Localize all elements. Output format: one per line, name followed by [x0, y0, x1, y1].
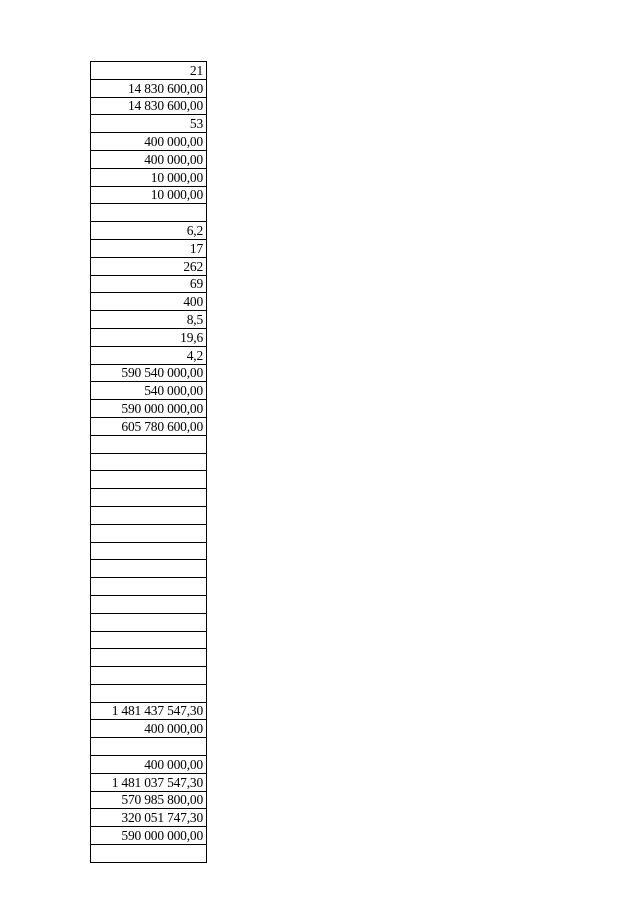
table-row	[91, 845, 207, 863]
value-cell: 1 481 437 547,30	[91, 702, 207, 720]
value-cell: 540 000,00	[91, 382, 207, 400]
table-row	[91, 150, 207, 168]
value-cell	[91, 204, 207, 222]
table-row	[91, 613, 207, 631]
value-cell: 400 000,00	[91, 150, 207, 168]
table-row	[91, 400, 207, 418]
value-cell: 19,6	[91, 328, 207, 346]
table-row	[91, 827, 207, 845]
table-row	[91, 667, 207, 685]
table-row	[91, 720, 207, 738]
table-row	[91, 702, 207, 720]
value-column-body	[91, 62, 207, 863]
table-row	[91, 311, 207, 329]
value-cell: 8,5	[91, 311, 207, 329]
table-row	[91, 453, 207, 471]
table-row	[91, 346, 207, 364]
value-cell	[91, 613, 207, 631]
value-cell: 590 000 000,00	[91, 400, 207, 418]
table-row	[91, 756, 207, 774]
value-cell: 400 000,00	[91, 756, 207, 774]
value-cell: 400	[91, 293, 207, 311]
value-cell	[91, 595, 207, 613]
table-row	[91, 168, 207, 186]
value-cell: 14 830 600,00	[91, 79, 207, 97]
value-cell: 400 000,00	[91, 133, 207, 151]
table-row	[91, 542, 207, 560]
table-row	[91, 578, 207, 596]
table-row	[91, 204, 207, 222]
table-row	[91, 222, 207, 240]
value-cell: 6,2	[91, 222, 207, 240]
value-cell	[91, 524, 207, 542]
value-cell	[91, 738, 207, 756]
table-row	[91, 239, 207, 257]
table-row	[91, 809, 207, 827]
value-cell: 570 985 800,00	[91, 791, 207, 809]
value-cell	[91, 578, 207, 596]
table-row	[91, 257, 207, 275]
value-cell: 1 481 037 547,30	[91, 773, 207, 791]
value-cell: 21	[91, 62, 207, 80]
value-cell: 400 000,00	[91, 720, 207, 738]
table-row	[91, 773, 207, 791]
table-row	[91, 738, 207, 756]
value-cell	[91, 489, 207, 507]
value-cell: 605 780 600,00	[91, 417, 207, 435]
value-cell	[91, 542, 207, 560]
table-row	[91, 364, 207, 382]
table-row	[91, 293, 207, 311]
table-row	[91, 471, 207, 489]
value-cell	[91, 435, 207, 453]
value-cell: 590 540 000,00	[91, 364, 207, 382]
value-column-table	[90, 61, 207, 863]
table-row	[91, 631, 207, 649]
value-cell: 590 000 000,00	[91, 827, 207, 845]
value-cell	[91, 471, 207, 489]
table-row	[91, 115, 207, 133]
table-row	[91, 382, 207, 400]
table-row	[91, 417, 207, 435]
table-row	[91, 97, 207, 115]
table-row	[91, 524, 207, 542]
value-cell	[91, 560, 207, 578]
value-cell: 320 051 747,30	[91, 809, 207, 827]
table-row	[91, 684, 207, 702]
value-cell: 53	[91, 115, 207, 133]
table-row	[91, 649, 207, 667]
value-cell	[91, 845, 207, 863]
table-row	[91, 791, 207, 809]
value-cell: 69	[91, 275, 207, 293]
value-cell	[91, 667, 207, 685]
value-cell: 4,2	[91, 346, 207, 364]
value-cell	[91, 631, 207, 649]
table-row	[91, 328, 207, 346]
table-row	[91, 79, 207, 97]
value-cell	[91, 506, 207, 524]
table-row	[91, 489, 207, 507]
table-row	[91, 506, 207, 524]
table-row	[91, 595, 207, 613]
table-row	[91, 435, 207, 453]
value-cell: 14 830 600,00	[91, 97, 207, 115]
table-row	[91, 560, 207, 578]
table-row	[91, 186, 207, 204]
value-cell	[91, 684, 207, 702]
value-cell: 17	[91, 239, 207, 257]
value-cell: 10 000,00	[91, 168, 207, 186]
table-row	[91, 62, 207, 80]
value-cell	[91, 453, 207, 471]
value-cell: 10 000,00	[91, 186, 207, 204]
table-row	[91, 275, 207, 293]
value-cell: 262	[91, 257, 207, 275]
table-row	[91, 133, 207, 151]
value-cell	[91, 649, 207, 667]
